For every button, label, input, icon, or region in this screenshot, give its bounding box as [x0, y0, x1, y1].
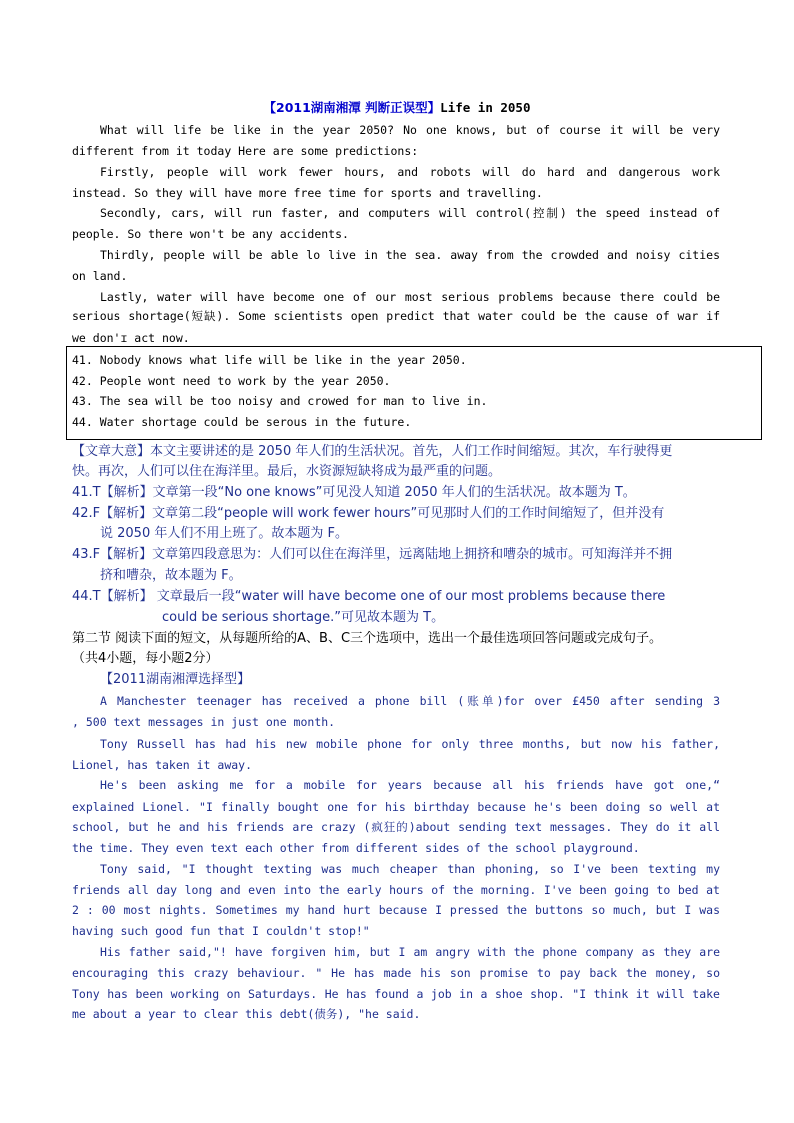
passage2-line: having such good fun that I couldn't stop!" — [72, 924, 370, 938]
passage1-line: different from it today Here are some predictions: — [72, 144, 419, 158]
answer-43: 43.F【解析】文章第四段意思为：人们可以住在海洋里，远离陆地上拥挤和嘈杂的城市。可知海洋并不拥 — [72, 547, 673, 562]
answer-41: 41.T【解析】文章第一段“No one knows”可见没人知道 2050 年人们的生活状况。故本题为 T。 — [72, 485, 636, 500]
passage1-line: What will life be like in the year 2050? No one knows, but of course it will be very — [100, 123, 720, 137]
passage1-line: on land. — [72, 269, 128, 283]
passage2-line: Lionel, has taken it away. — [72, 758, 253, 772]
passage2-line: Tony said, "I thought texting was much cheaper than phoning, so I've been texting my — [100, 862, 720, 876]
answer-44-cont: could be serious shortage.”可见故本题为 T。 — [162, 610, 445, 625]
passage1-line: Secondly, cars, will run faster, and computers will control(控制) the speed instead of — [100, 206, 720, 220]
answer-42: 42.F【解析】文章第二段“people will work fewer hours”可见那时人们的工作时间缩短了，但并没有 — [72, 506, 665, 521]
statement-44: 44. Water shortage could be serous in the future. — [72, 415, 412, 429]
passage2-line: explained Lionel. "I finally bought one for his birthday because he's been doing so well at — [72, 800, 720, 814]
passage1-line: Lastly, water will have become one of our most serious problems because there could be — [100, 290, 720, 304]
statement-41: 41. Nobody knows what life will be like in the year 2050. — [72, 353, 467, 367]
statement-42: 42. People wont need to work by the year 2050. — [72, 374, 391, 388]
answer-42-cont: 说 2050 年人们不用上班了。故本题为 F。 — [100, 526, 348, 541]
passage1-line: we don'ɪ act now. — [72, 331, 190, 345]
passage1-line: people. So there won't be any accidents. — [72, 227, 349, 241]
passage2-line: A Manchester teenager has received a phone bill (账单)for over £450 after sending 3 — [100, 694, 720, 708]
passage2-line: friends all day long and even into the early hours of the morning. I've been going to bed at — [72, 883, 720, 897]
passage1-line: serious shortage(短缺). Some scientists open predict that water could be the cause of war if — [72, 309, 720, 323]
section2-instruction: 第二节 阅读下面的短文，从每题所给的A、B、C三个选项中，选出一个最佳选项回答问题或完成句子。 — [72, 631, 663, 646]
section2-source-label: 【2011湖南湘潭选择型】 — [100, 672, 251, 687]
passage2-line: He's been asking me for a mobile for years because all his friends have got one,“ — [100, 778, 720, 792]
passage2-line: encouraging this crazy behaviour. " He has made his son promise to pay back the money, so — [72, 966, 720, 980]
passage2-line: Tony has been working on Saturdays. He has found a job in a shoe shop. "I think it will take — [72, 987, 720, 1001]
passage1-line: instead. So they will have more free time for sports and travelling. — [72, 186, 543, 200]
source-label: 【2011湖南湘潭 判断正误型】 — [263, 100, 441, 115]
answer-44: 44.T【解析】 文章最后一段“water will have become one of our most problems because there — [72, 589, 666, 604]
passage-title — [0, 98, 794, 116]
passage2-line: , 500 text messages in just one month. — [72, 715, 336, 729]
statement-43: 43. The sea will be too noisy and crowed for man to live in. — [72, 394, 488, 408]
title-text: Life in 2050 — [440, 100, 531, 115]
answer-43-cont: 挤和嘈杂，故本题为 F。 — [100, 568, 242, 583]
analysis-summary-cont: 快。再次，人们可以住在海洋里。最后，水资源短缺将成为最严重的问题。 — [72, 464, 502, 479]
passage2-line: school, but he and his friends are crazy (疯狂的)about sending text messages. They do it all — [72, 820, 720, 834]
passage2-line: Tony Russell has had his new mobile phone for only three months, but now his father, — [100, 737, 720, 751]
section2-points: （共4小题，每小题2分） — [72, 651, 219, 666]
passage1-line: Firstly, people will work fewer hours, and robots will do hard and dangerous work — [100, 165, 720, 179]
passage2-line: the time. They even text each other from different sides of the school playground. — [72, 841, 640, 855]
passage2-line: His father said,"! have forgiven him, but I am angry with the phone company as they are — [100, 945, 720, 959]
passage2-line: 2 : 00 most nights. Sometimes my hand hurt because I pressed the buttons so much, but I was — [72, 903, 720, 917]
passage2-line: me about a year to clear this debt(债务), "he said. — [72, 1007, 421, 1021]
analysis-summary: 【文章大意】本文主要讲述的是 2050 年人们的生活状况。首先，人们工作时间缩短。其次，车行驶得更 — [72, 444, 673, 459]
passage1-line: Thirdly, people will be able lo live in the sea. away from the crowded and noisy cities — [100, 248, 720, 262]
